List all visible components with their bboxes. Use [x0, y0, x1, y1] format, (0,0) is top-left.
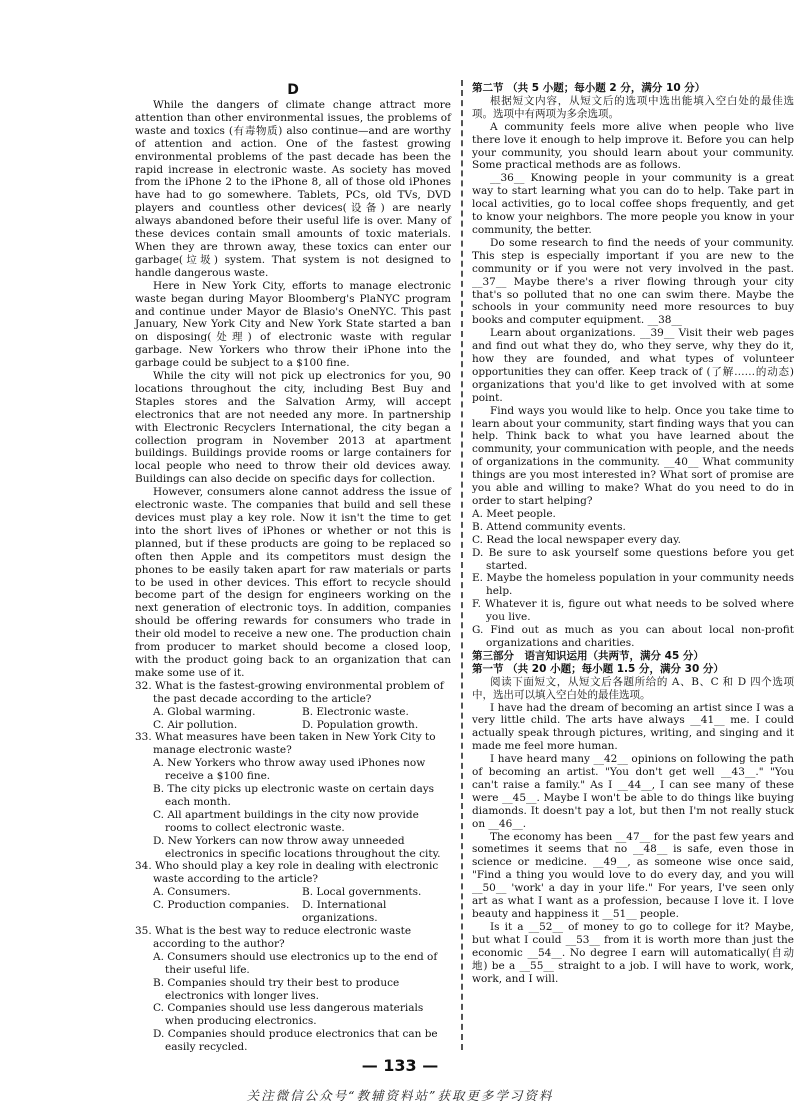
passage-paragraph: __36__ Knowing people in your community is a great way to start learning what you can do to help. Take part in local activities, go to local coffee shops frequently, and get to know your neighbors. The more people you know in your community, the better. [472, 172, 794, 236]
section2-heading: 第二节 （共 5 小题；每小题 2 分，满分 10 分） [472, 82, 706, 94]
option-grid [135, 706, 451, 732]
answer-option: A. Meet people. [472, 507, 556, 520]
column-divider [461, 80, 463, 1050]
passage-paragraph: Find ways you would like to help. Once you take time to learn about your community, start finding ways that you can help. Think back to what you have learned about the community, your communication with people, and the needs of organizations in the community. __40__ What community things are you most interested in? What sort of promise are you able and willing to make? What do you need to do in order to start helping? [472, 404, 794, 507]
option-grid [135, 886, 451, 925]
answer-option: C. Companies should use less dangerous materials when producing electronics. [153, 1002, 424, 1028]
question-stem: 34. Who should play a key role in dealing with electronic waste according to the article? [135, 860, 439, 886]
answer-option: D. New Yorkers can now throw away unneeded electronics in specific locations throughout the city. [153, 834, 441, 860]
answer-option: D. International organizations. [302, 899, 387, 925]
answer-option: C. Read the local newspaper every day. [472, 533, 681, 546]
question [135, 680, 451, 732]
page-number: — 133 — [361, 1056, 439, 1075]
section2-passage [472, 121, 794, 508]
answer-option: D. Population growth. [302, 718, 419, 731]
answer-option: A. Consumers. [153, 886, 231, 899]
answer-option: D. Companies should produce electronics that can be easily recycled. [153, 1028, 438, 1054]
answer-option: G. Find out as much as you can about local non-profit organizations and charities. [472, 624, 794, 649]
question-list [135, 680, 451, 1054]
question-stem: 32. What is the fastest-growing environmental problem of the past decade according to the article? [135, 679, 444, 705]
question-stem: 33. What measures have been taken in New York City to manage electronic waste? [135, 731, 436, 757]
left-column [135, 82, 451, 1054]
answer-option: F. Whatever it is, figure out what needs to be solved where you live. [472, 598, 794, 624]
answer-option: C. All apartment buildings in the city now provide rooms to collect electronic waste. [153, 808, 419, 834]
question [135, 731, 451, 860]
section2-options [472, 508, 794, 650]
answer-option: A. Consumers should use electronics up to the end of their useful life. [153, 950, 438, 976]
right-column [472, 82, 794, 985]
passage-body [135, 99, 451, 680]
answer-option: B. Local governments. [302, 886, 422, 899]
cloze-passage [472, 702, 794, 986]
answer-option: C. Air pollution. [153, 718, 238, 731]
passage-paragraph: A community feels more alive when people who live there love it enough to help improve it. Before you can help your community, you should learn about your community. Some practical methods are as follows. [472, 120, 794, 172]
question [135, 925, 451, 1054]
answer-option: C. Production companies. [153, 899, 290, 912]
passage-title: D [287, 82, 299, 98]
cloze-paragraph: I have heard many __42__ opinions on following the path of becoming an artist. "You don't get well __43__." "You can't raise a family." As I __44__, I can see many of these were __45__. Maybe I won't be able to do things like buying diamonds. It doesn't pay a lot, but then I'm not really stuck on __46__. [472, 753, 794, 830]
part3-section1-heading: 第一节 （共 20 小题；每小题 1.5 分，满分 30 分） [472, 662, 724, 675]
answer-option: E. Maybe the homeless population in your community needs help. [472, 572, 794, 598]
passage-paragraph: While the city will not pick up electronics for you, 90 locations throughout the city, including Best Buy and Staples stores and the Salvation Army, will accept electronics that are not needed any more. In partnership with Electronic Recyclers International, the city began a collection program in November 2013 at apartment buildings. Buildings provide rooms or large containers for local people who need to throw their old devices away. Buildings can also decide on specific days for collection. [135, 370, 451, 486]
question [135, 860, 451, 925]
cloze-paragraph: Is it a __52__ of money to go to college for it? Maybe, but what I could __53__ from it is worth more than just the economic __54__. No degree I earn will automatically(自动地) be a __55__ straight to a job. I will have to work, work, work, and I will. [472, 920, 794, 985]
part3-heading: 第三部分 语言知识运用（共两节，满分 45 分） [472, 649, 704, 662]
section2-instructions: 根据短文内容，从短文后的选项中选出能填入空白处的最佳选项。选项中有两项为多余选项。 [472, 94, 794, 120]
answer-option: A. New Yorkers who throw away used iPhones now receive a $100 fine. [153, 757, 426, 783]
passage-paragraph: Learn about organizations. __39__ Visit their web pages and find out what they do, who they serve, why they do it, how they are founded, and what types of volunteer opportunities they can offer. Keep track of (了解……的动态) organizations that you'd like to get involved with at some point. [472, 327, 794, 404]
passage-paragraph: Do some research to find the needs of your community. This step is especially important if you are new to the community or if you were not very involved in the past. __37__ Maybe there's a river flowing through your city that's so polluted that no one can swim there. Maybe the schools in your community need more resources to buy books and computer equipment. __38__ [472, 236, 794, 327]
answer-option: B. The city picks up electronic waste on certain days each month. [153, 783, 435, 808]
answer-option: B. Attend community events. [472, 520, 626, 533]
cloze-paragraph: The economy has been __47__ for the past few years and sometimes it seems that no __48__ is safe, even those in science or medicine. __49__, as someone wise once said, "Find a thing you would love to do every day, and you will __50__ 'work' a day in your life." For years, I've seen only art as what I want as a profession, because I love it. I love beauty and happiness it __51__ people. [472, 830, 794, 920]
answer-option: D. Be sure to ask yourself some questions before you get started. [472, 546, 794, 572]
passage-paragraph: While the dangers of climate change attract more attention than other environmental issues, the problems of waste and toxics (有毒物质) also continue—and are worthy of attention and action. One of the fastest growing environmental problems of the past decade has been the rapid increase in electronic waste. As society has moved from the iPhone 2 to the iPhone 8, all of those old iPhones have had to go somewhere. Tablets, PCs, old TVs, DVD players and countless other devices(设备) are nearly always abandoned before their useful life is over. Many of these devices contain small amounts of toxic materials. When they are thrown away, these toxics can enter our garbage(垃圾) system. That system is not designed to handle dangerous waste. [135, 99, 451, 279]
answer-option: A. Global warming. [153, 705, 256, 718]
passage-paragraph: Here in New York City, efforts to manage electronic waste began during Mayor Bloomberg's PlaNYC program and continue under Mayor de Blasio's OneNYC. This past January, New York City and New York State started a ban on disposing(处理) of electronic waste with regular garbage. New Yorkers who throw their iPhone into the garbage could be subject to a $100 fine. [135, 279, 451, 370]
part3-instructions: 阅读下面短文，从短文后各题所给的 A、B、C 和 D 四个选项中，选出可以填入空白处的最佳选项。 [472, 675, 794, 701]
footer-note: 关注微信公众号“教辅资料站”获取更多学习资料 [246, 1088, 554, 1103]
question-stem: 35. What is the best way to reduce electronic waste according to the author? [135, 925, 412, 950]
answer-option: B. Companies should try their best to produce electronics with longer lives. [153, 976, 400, 1002]
passage-paragraph: However, consumers alone cannot address the issue of electronic waste. The companies that build and sell these devices must play a key role. Now it isn't the time to get into the short lives of iPhones or whether or not this is planned, but if these products are going to be replaced so often then Apple and its competitors must design the phones to be easily taken apart for raw materials or parts to be used in other devices. This effort to recycle should become part of the design for engineers working on the next generation of electronic toys. In addition, companies should be offering rewards for consumers who trade in their old model to receive a new one. The production chain from producer to market should become a closed loop, with the product going back to an organization that can make some use of it. [135, 486, 451, 679]
cloze-paragraph: I have had the dream of becoming an artist since I was a very little child. The arts have always __41__ me. I could actually speak through pictures, writing, and singing and it made me feel more human. [472, 701, 794, 753]
answer-option: B. Electronic waste. [302, 705, 409, 718]
